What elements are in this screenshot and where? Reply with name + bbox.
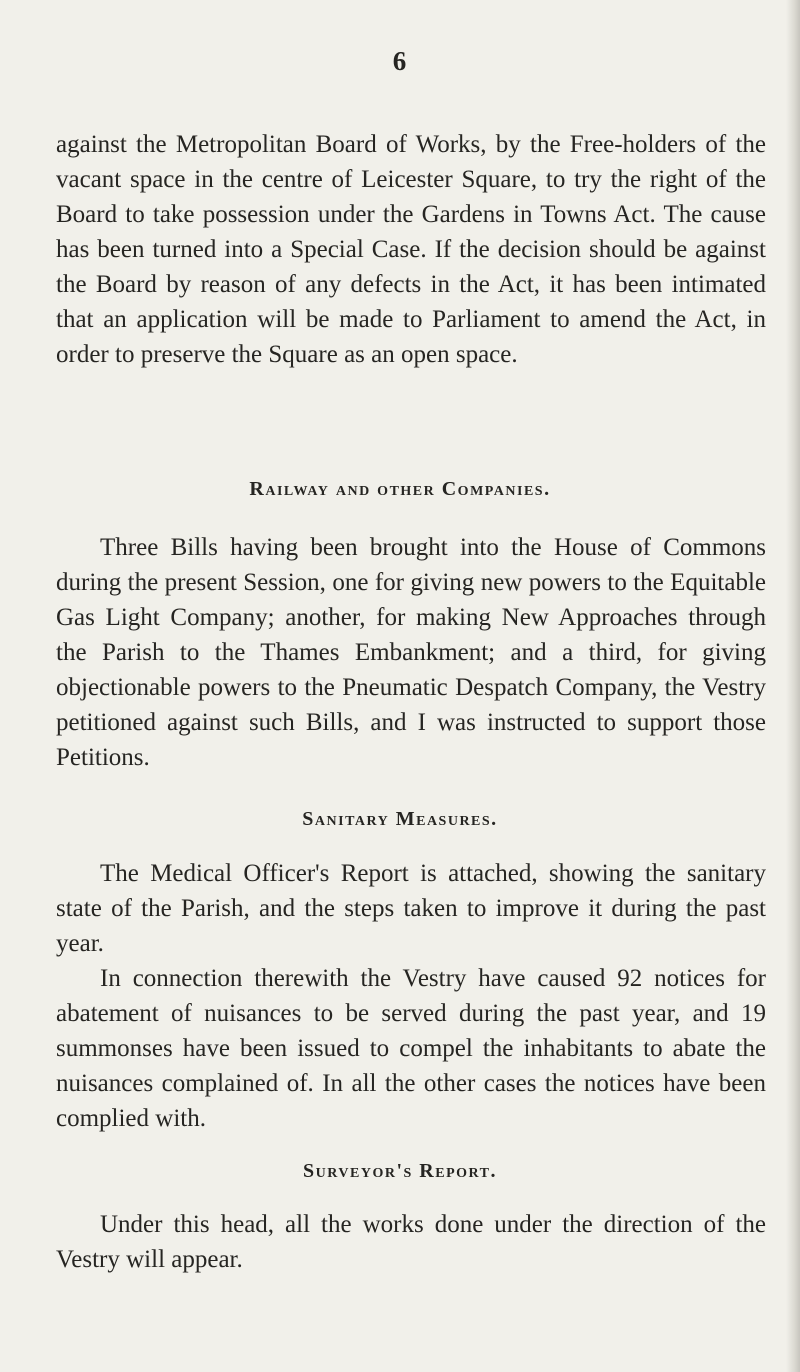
section-heading-sanitary: Sanitary Measures. — [302, 808, 498, 830]
intro-section — [56, 127, 766, 372]
section-heading-surveyor: Surveyor's Report. — [303, 1160, 497, 1182]
sanitary-paragraph-1: The Medical Officer's Report is attached, showing the sanitary state of the Parish, and the steps taken to improve it during the past year. — [56, 860, 766, 957]
intro-paragraph: against the Metropolitan Board of Works, by the Free-holders of the vacant space in the centre of Leicester Square, to try the right of the Board to take possession under the Gardens in Towns Act. The cause has been turned into a Special Case. If the decision should be against the Board by reason of any defects in the Act, it has been intimated that an application will be made to Parliament to amend the Act, in order to preserve the Square as an open space. — [56, 131, 766, 368]
page-number: 6 — [392, 46, 408, 76]
sanitary-paragraph-2: In connection therewith the Vestry have caused 92 notices for abatement of nuisances to be served during the past year, and 19 summonses have been issued to compel the inhabitants to abate the nuisances complained of. In all the other cases the notices have been complied with. — [56, 965, 766, 1132]
surveyor-paragraph: Under this head, all the works done under the direction of the Vestry will appear. — [56, 1211, 766, 1273]
railway-section — [56, 530, 766, 775]
railway-paragraph: Three Bills having been brought into the House of Commons during the present Session, one for giving new powers to the Equitable Gas Light Company; another, for making New Approaches through the Parish to the Thames Embankment; and a third, for giving objectionable powers to the Pneumatic Despatch Company, the Vestry petitioned against such Bills, and I was instructed to support those Petitions. — [56, 534, 766, 771]
sanitary-section — [56, 856, 766, 1136]
section-heading-railway: Railway and other Companies. — [249, 478, 551, 500]
surveyor-section — [56, 1207, 766, 1277]
